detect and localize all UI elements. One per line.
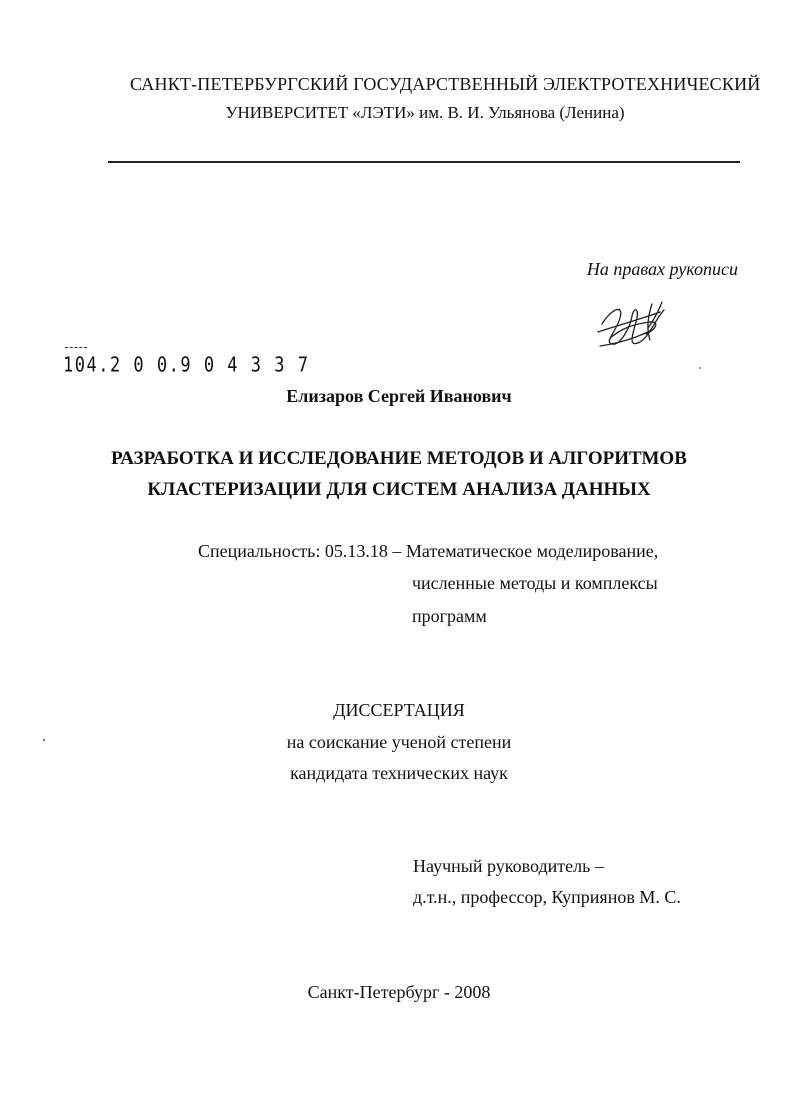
specialty-line-2: численные методы и комплексы <box>412 573 658 593</box>
university-name-line-1: САНКТ-ПЕТЕРБУРГСКИЙ ГОСУДАРСТВЕННЫЙ ЭЛЕКТРОТЕХНИЧЕСКИЙ <box>130 74 761 94</box>
document-type-heading: ДИССЕРТАЦИЯ <box>333 700 465 720</box>
specialty-line-1: Специальность: 05.13.18 – Математическое моделирование, <box>198 541 659 561</box>
dissertation-title-line-2: КЛАСТЕРИЗАЦИИ ДЛЯ СИСТЕМ АНАЛИЗА ДАННЫХ <box>147 479 651 500</box>
dissertation-title-line-1: РАЗРАБОТКА И ИССЛЕДОВАНИЕ МЕТОДОВ И АЛГОРИТМОВ <box>111 448 687 469</box>
degree-line-1: на соискание ученой степени <box>286 732 512 752</box>
header-divider <box>108 161 740 163</box>
degree-line-2: кандидата технических наук <box>290 763 508 783</box>
handwritten-signature <box>590 294 680 356</box>
city-year: Санкт-Петербург - 2008 <box>307 982 491 1002</box>
stamp-mark <box>65 347 87 348</box>
supervisor-label: Научный руководитель – <box>413 856 604 876</box>
university-name-line-2: УНИВЕРСИТЕТ «ЛЭТИ» им. В. И. Ульянова (Ленина) <box>225 103 625 122</box>
supervisor-name: д.т.н., профессор, Куприянов М. С. <box>413 887 681 907</box>
scan-speck <box>699 367 701 369</box>
manuscript-note: На правах рукописи <box>586 259 738 279</box>
author-name: Елизаров Сергей Иванович <box>286 386 512 406</box>
registration-number: 104.2 0 0.9 0 4 3 3 7 <box>63 354 310 378</box>
specialty-line-3: программ <box>412 606 487 626</box>
